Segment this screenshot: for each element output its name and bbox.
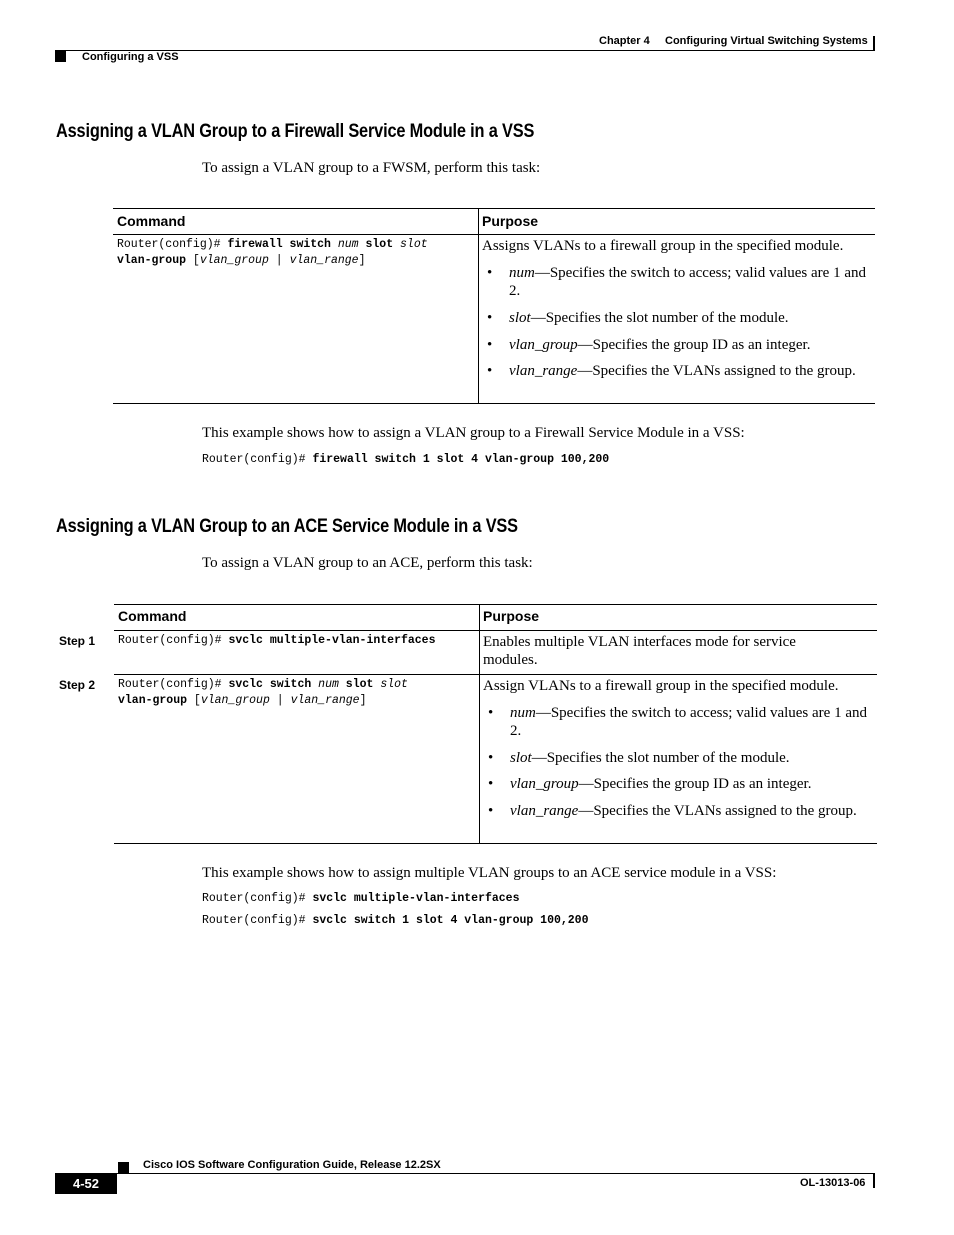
section2-example-intro: This example shows how to assign multiple VLAN groups to an ACE service module in a VSS:: [202, 865, 777, 881]
code-command: svclc switch 1 slot 4 vlan-group 100,200: [312, 914, 589, 927]
header-chapter-title: Configuring Virtual Switching Systems: [665, 35, 868, 47]
table1-command-line1: [117, 238, 428, 251]
cmd-argument: vlan_group: [200, 694, 270, 707]
cmd-prompt: Router(config)#: [118, 678, 222, 691]
table1-command-line2: [117, 254, 365, 267]
cmd-pipe: |: [276, 694, 284, 707]
section1-intro: To assign a VLAN group to a FWSM, perform this task:: [202, 160, 541, 176]
table2-row-rule: [114, 674, 877, 675]
bullet-text: —Specifies the switch to access; valid values are 1 and 2.: [509, 265, 866, 299]
footer-square: [118, 1162, 129, 1173]
page-number: 4-52: [72, 1176, 100, 1191]
header-section: Configuring a VSS: [82, 51, 179, 63]
bullet-dot: •: [487, 363, 493, 379]
section2-title: Assigning a VLAN Group to an ACE Service Module in a VSS: [56, 516, 518, 537]
cmd-keyword: slot: [345, 678, 374, 691]
header-chapter: Chapter 4: [599, 35, 650, 47]
bullet-term: vlan_range: [509, 363, 578, 379]
footer-rule: [55, 1173, 875, 1174]
section1-example-code: [202, 453, 609, 466]
bullet-dot: •: [488, 705, 494, 721]
cmd-argument: vlan_range: [289, 254, 359, 267]
cmd-argument: vlan_range: [290, 694, 360, 707]
code-prompt: Router(config)#: [202, 914, 306, 927]
section1-title: Assigning a VLAN Group to a Firewall Service Module in a VSS: [56, 121, 535, 142]
bullet-dot: •: [488, 750, 494, 766]
table1-header-purpose: Purpose: [482, 213, 539, 229]
bullet-term: num: [509, 265, 535, 281]
table2-header-command: Command: [118, 608, 187, 624]
table1-top-rule: [113, 208, 875, 209]
header-right-bar: [873, 36, 875, 51]
bullet-term: slot: [510, 750, 532, 766]
code-command: firewall switch 1 slot 4 vlan-group 100,200: [312, 453, 610, 466]
bullet-text: —Specifies the switch to access; valid values are 1 and 2.: [510, 705, 867, 739]
page-number-box: [55, 1174, 117, 1194]
table1-header-command: Command: [117, 213, 186, 229]
step2-purpose: Assign VLANs to a firewall group in the specified module.: [483, 678, 839, 694]
cmd-keyword: svclc switch: [228, 678, 312, 691]
section2-intro: To assign a VLAN group to an ACE, perform this task:: [202, 555, 533, 571]
bullet-term: vlan_range: [510, 803, 579, 819]
step1-label: Step 1: [59, 634, 96, 648]
cmd-keyword: svclc multiple-vlan-interfaces: [228, 634, 436, 647]
cmd-keyword: slot: [365, 238, 394, 251]
cmd-argument: slot: [380, 678, 408, 691]
cmd-argument: num: [337, 238, 359, 251]
bullet-text: —Specifies the VLANs assigned to the group.: [577, 363, 856, 379]
section2-example-code-line2: [202, 914, 588, 927]
footer-doc-id: OL-13013-06: [800, 1177, 866, 1189]
table1-purpose-text: Assigns VLANs to a firewall group in the specified module.: [482, 238, 844, 254]
table1-header-rule: [113, 234, 875, 235]
bullet-dot: •: [487, 337, 493, 353]
step2-command-line2: [118, 694, 366, 707]
cmd-prompt: Router(config)#: [118, 634, 222, 647]
code-command: svclc multiple-vlan-interfaces: [312, 892, 520, 905]
cmd-keyword: firewall switch: [227, 238, 331, 251]
cmd-bracket: ]: [359, 694, 367, 707]
cmd-keyword: vlan-group: [118, 694, 188, 707]
table2-header-rule: [114, 630, 877, 631]
table2-header-purpose: Purpose: [483, 608, 540, 624]
table2-column-divider: [479, 604, 480, 844]
cmd-prompt: Router(config)#: [117, 238, 221, 251]
step1-command: [118, 634, 435, 647]
cmd-argument: num: [318, 678, 339, 691]
bullet-term: vlan_group: [510, 776, 579, 792]
bullet-text: —Specifies the VLANs assigned to the group.: [578, 803, 857, 819]
cmd-bracket: [: [193, 694, 201, 707]
table1-bottom-rule: [113, 403, 875, 404]
bullet-dot: •: [487, 265, 493, 281]
section1-example-intro: This example shows how to assign a VLAN group to a Firewall Service Module in a VSS:: [202, 425, 745, 441]
bullet-term: slot: [509, 310, 531, 326]
bullet-text: —Specifies the slot number of the module.: [531, 750, 790, 766]
cmd-keyword: vlan-group: [117, 254, 187, 267]
code-prompt: Router(config)#: [202, 453, 306, 466]
bullet-text: —Specifies the group ID as an integer.: [577, 337, 811, 353]
bullet-term: vlan_group: [509, 337, 578, 353]
step2-command-line1: [118, 678, 408, 691]
header-left-square: [55, 51, 66, 62]
bullet-dot: •: [487, 310, 493, 326]
table2-bottom-rule: [114, 843, 877, 844]
bullet-text: —Specifies the slot number of the module.: [530, 310, 789, 326]
footer-right-bar: [873, 1174, 875, 1188]
code-prompt: Router(config)#: [202, 892, 306, 905]
bullet-term: num: [510, 705, 536, 721]
table2-top-rule: [114, 604, 877, 605]
section2-example-code-line1: [202, 892, 519, 905]
bullet-text: —Specifies the group ID as an integer.: [578, 776, 812, 792]
step1-purpose: Enables multiple VLAN interfaces mode for service modules.: [483, 634, 796, 668]
step2-label: Step 2: [59, 678, 96, 692]
cmd-bracket: ]: [358, 254, 366, 267]
cmd-argument: vlan_group: [199, 254, 269, 267]
cmd-argument: slot: [400, 238, 428, 251]
cmd-pipe: |: [275, 254, 283, 267]
footer-book-title: Cisco IOS Software Configuration Guide, Release 12.2SX: [143, 1159, 441, 1171]
bullet-dot: •: [488, 776, 494, 792]
table1-column-divider: [478, 208, 479, 404]
cmd-bracket: [: [192, 254, 200, 267]
bullet-dot: •: [488, 803, 494, 819]
